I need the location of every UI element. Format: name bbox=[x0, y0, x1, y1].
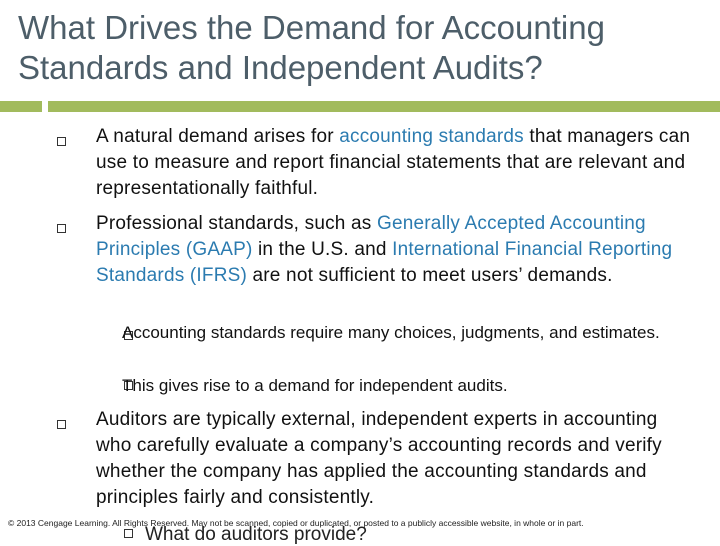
point-2-highlight-ifrs: International Financial Reporting Standards (IFRS) bbox=[96, 239, 673, 286]
sub-point-1: Accounting standards require many choices, judgments, and estimates. bbox=[122, 323, 660, 342]
slide-title-line-2: Standards and Independent Audits? bbox=[18, 49, 543, 86]
point-1-highlight: accounting standards bbox=[339, 126, 524, 147]
point-2 bbox=[96, 211, 696, 289]
square-bullet-icon bbox=[57, 420, 66, 429]
square-bullet-icon bbox=[57, 224, 66, 233]
sub-point-2: This gives rise to a demand for independent audits. bbox=[122, 376, 508, 395]
slide-title bbox=[18, 8, 708, 88]
accent-bar-left bbox=[0, 101, 42, 112]
copyright-footer: © 2013 Cengage Learning. All Rights Reserved. May not be scanned, copied or duplicated, or posted to a publicly accessible website, in whole or in part. bbox=[8, 518, 584, 528]
square-bullet-icon bbox=[57, 137, 66, 146]
accent-bar-right bbox=[48, 101, 720, 112]
slide-title-line-1: What Drives the Demand for Accounting bbox=[18, 9, 605, 46]
point-4: What do auditors provide? bbox=[145, 524, 367, 545]
point-1-text-pre: A natural demand arises for bbox=[96, 126, 340, 147]
square-bullet-icon bbox=[124, 529, 133, 538]
point-2-highlight-gaap: Generally Accepted Accounting Principles (GAAP) bbox=[96, 213, 646, 260]
point-2-text-mid: in the U.S. and bbox=[252, 239, 393, 260]
point-1 bbox=[96, 124, 696, 202]
point-3: Auditors are typically external, independent experts in accounting who carefully evaluate a company’s accounting records and verify whether the company has applied the accounting standards and principles fairly and consistently. bbox=[96, 409, 662, 508]
point-2-text-pre: Professional standards, such as bbox=[96, 213, 377, 234]
point-1-text-post: that managers can use to measure and report financial statements that are relevant and representationally faithful. bbox=[96, 126, 691, 199]
point-2-text-post: are not sufficient to meet users’ demands. bbox=[247, 265, 613, 286]
